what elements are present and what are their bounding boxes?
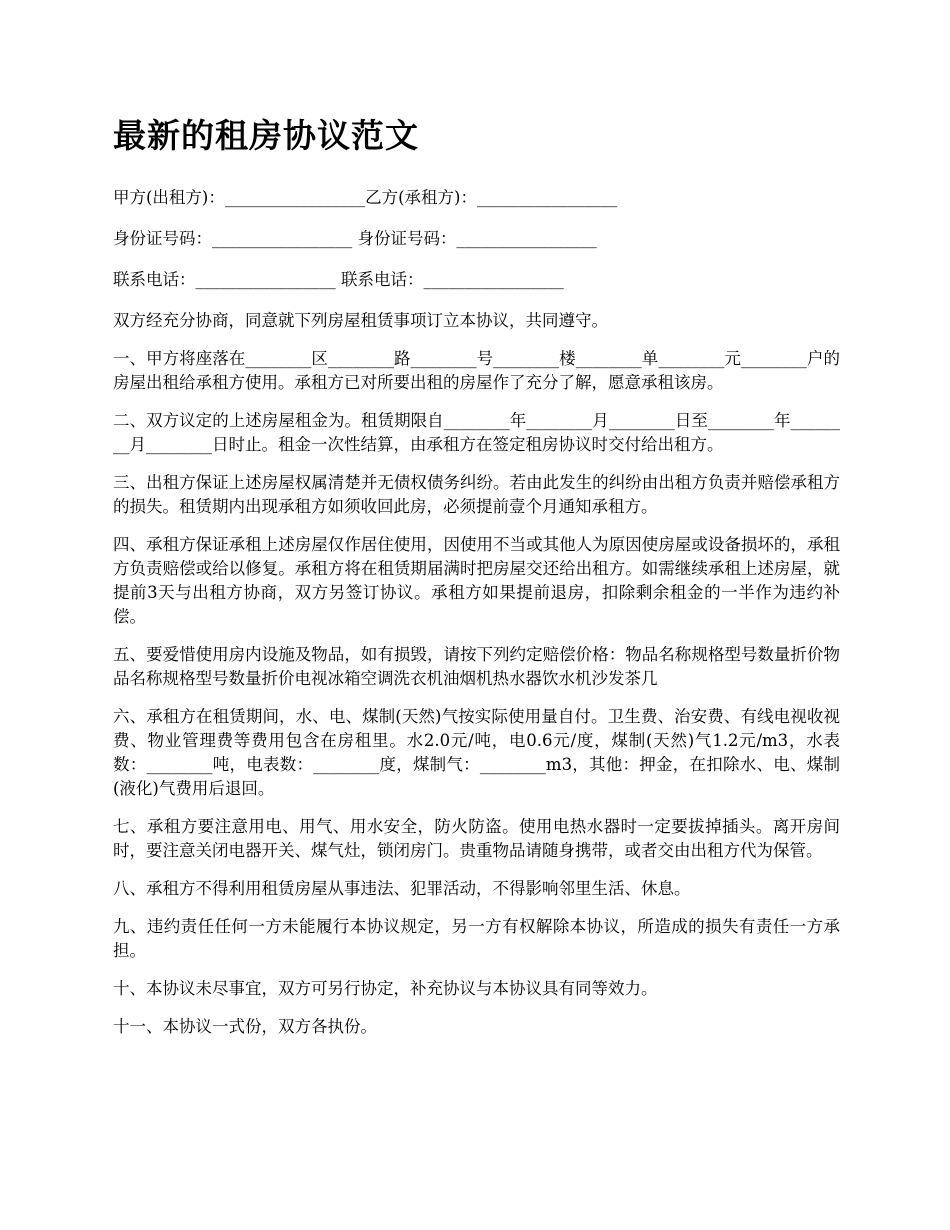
clause-6: 六、承租方在租赁期间，水、电、煤制(天然)气按实际使用量自付。卫生费、治安费、有线电视收视费、物业管理费等费用包含在房租里。水2.0元/吨，电0.6元/度，煤制(天然)气1.2元/m3，水表数：________吨，电表数：________度，煤制气：________m3，其他：押金，在扣除水、电、煤制(液化)气费用后退回。 [113, 707, 840, 798]
clause-5: 五、要爱惜使用房内设施及物品，如有损毁，请按下列约定赔偿价格：物品名称规格型号数量折价物品名称规格型号数量折价电视冰箱空调洗衣机油烟机热水器饮水机沙发茶几 [113, 645, 840, 688]
clause-2: 二、双方议定的上述房屋租金为。租赁期限自________年________月________日至________年________月________日时止。租金一次性结算，由承租方在签定租房协议时交付给出租方。 [113, 411, 840, 454]
clause-8: 八、承租方不得利用租赁房屋从事违法、犯罪活动，不得影响邻里生活、休息。 [113, 879, 691, 898]
party-phone-line: 联系电话：_________________ 联系电话：_________________ [113, 270, 564, 289]
document-page [113, 110, 840, 1053]
clause-1: 一、甲方将座落在________区________路________号________楼________单________元________户的房屋出租给承租方使用。承租方已对所要出租的房屋作了充分了解，愿意承租该房。 [113, 349, 840, 392]
clause-4: 四、承租方保证承租上述房屋仅作居住使用，因使用不当或其他人为原因使房屋或设备损坏的，承租方负责赔偿或给以修复。承租方将在租赁期届满时把房屋交还给出租方。如需继续承租上述房屋，就提前3天与出租方协商，双方另签订协议。承租方如果提前退房，扣除剩余租金的一半作为违约补偿。 [113, 535, 840, 626]
party-id-line: 身份证号码：_________________ 身份证号码：_________________ [113, 229, 597, 248]
clause-9: 九、违约责任任何一方未能履行本协议规定，另一方有权解除本协议，所造成的损失有责任一方承担。 [113, 917, 840, 960]
clause-3: 三、出租方保证上述房屋权属清楚并无债权债务纠纷。若由此发生的纠纷由出租方负责并赔偿承租方的损失。租赁期内出现承租方如须收回此房，必须提前壹个月通知承租方。 [113, 473, 840, 516]
clause-7: 七、承租方要注意用电、用气、用水安全，防火防盗。使用电热水器时一定要拔掉插头。离开房间时，要注意关闭电器开关、煤气灶，锁闭房门。贵重物品请随身携带，或者交由出租方代为保管。 [113, 817, 840, 860]
party-names-line: 甲方(出租方)：_________________乙方(承租方)：_________________ [113, 188, 618, 207]
document-title: 最新的租房协议范文 [113, 116, 419, 155]
clause-11: 十一、本协议一式份，双方各执份。 [113, 1017, 377, 1036]
clause-10: 十、本协议未尽事宜，双方可另行协定，补充协议与本协议具有同等效力。 [113, 979, 658, 998]
intro-paragraph: 双方经充分协商，同意就下列房屋租赁事项订立本协议，共同遵守。 [113, 311, 608, 330]
